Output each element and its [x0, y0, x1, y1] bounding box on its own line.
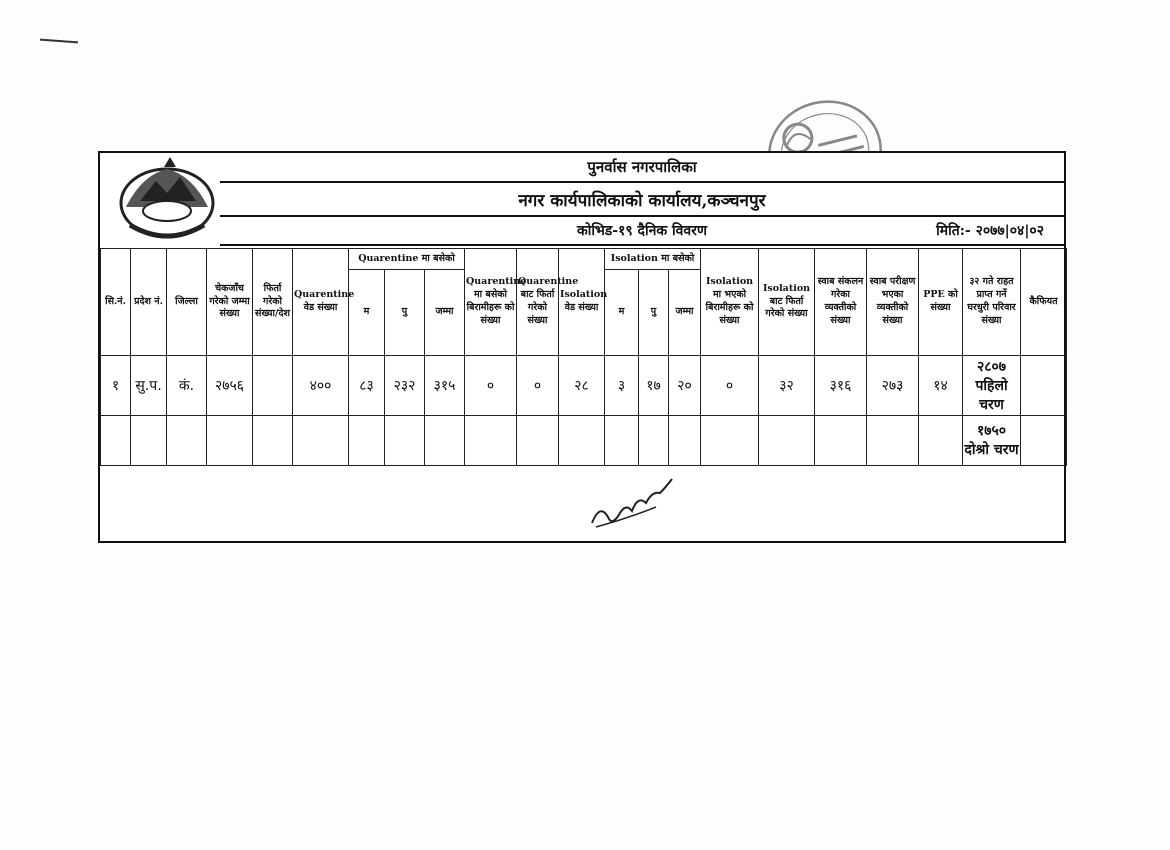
cell-q-returned: ०: [517, 356, 559, 416]
office-name: नगर कार्यपालिकाको कार्यालय,कञ्चनपुर: [220, 183, 1064, 217]
col-isolation-patients: Isolation मा भएको बिरामीहरू को संख्या: [701, 249, 759, 356]
col-isolation-beds: Isolation वेड संख्या: [559, 249, 605, 356]
cell-q-patients: ०: [465, 356, 517, 416]
col-quarantine-group: Quarentine मा बसेको: [349, 249, 465, 270]
cell-i-total: [669, 416, 701, 466]
cell-q-returned: [517, 416, 559, 466]
cell-q-male: [385, 416, 425, 466]
cell-iso-beds: २८: [559, 356, 605, 416]
cell-district: कं.: [167, 356, 207, 416]
cell-sn: १: [101, 356, 131, 416]
cell-q-total: [425, 416, 465, 466]
cell-district: [167, 416, 207, 466]
col-sn: सि.नं.: [101, 249, 131, 356]
col-i-female: म: [605, 270, 639, 356]
report-title: कोभिड-१९ दैनिक विवरण: [220, 217, 1064, 246]
handwritten-signature: [586, 473, 676, 533]
cell-i-total: २०: [669, 356, 701, 416]
cell-province: सु.प.: [131, 356, 167, 416]
col-q-total: जम्मा: [425, 270, 465, 356]
col-returned-country: फिर्ता गरेको संख्या/देश: [253, 249, 293, 356]
cell-iso-patients: ०: [701, 356, 759, 416]
table-row: [101, 416, 1067, 466]
cell-i-female: [605, 416, 639, 466]
cell-relief-32: १७५० दोश्रो चरण: [963, 416, 1021, 466]
covid-daily-report-table: [100, 248, 1067, 466]
col-relief-32: ३२ गते राहत प्राप्त गर्ने घरधुरी परिवार संख्या: [963, 249, 1021, 356]
col-i-total: जम्मा: [669, 270, 701, 356]
cell-ppe: [919, 416, 963, 466]
cell-quarantine-beds: ४००: [293, 356, 349, 416]
col-q-female: म: [349, 270, 385, 356]
col-isolation-returned: Isolation बाट फिर्ता गरेको संख्या: [759, 249, 815, 356]
cell-q-patients: [465, 416, 517, 466]
table-row: [101, 356, 1067, 416]
cell-relief-32: २८०७ पहिलो चरण: [963, 356, 1021, 416]
cell-i-male: १७: [639, 356, 669, 416]
cell-swab-collected: [815, 416, 867, 466]
cell-remarks: [1021, 416, 1067, 466]
cell-returned-country: [253, 416, 293, 466]
cell-checked-total: [207, 416, 253, 466]
col-remarks: कैफियत: [1021, 249, 1067, 356]
nepal-government-emblem: [112, 155, 222, 243]
col-quarantine-patients: Quarentine मा बसेको बिरामीहरू को संख्या: [465, 249, 517, 356]
cell-province: [131, 416, 167, 466]
col-swab-tested: स्वाब परीक्षण भएका व्यक्तीको संख्या: [867, 249, 919, 356]
cell-q-female: [349, 416, 385, 466]
cell-returned-country: [253, 356, 293, 416]
cell-q-female: ८३: [349, 356, 385, 416]
col-quarantine-beds: Quarentine वेड संख्या: [293, 249, 349, 356]
col-checked-total: चेकजाँच गरेको जम्मा संख्या: [207, 249, 253, 356]
cell-quarantine-beds: [293, 416, 349, 466]
col-province: प्रदेश नं.: [131, 249, 167, 356]
cell-iso-patients: [701, 416, 759, 466]
col-ppe: PPE को संख्या: [919, 249, 963, 356]
cell-remarks: [1021, 356, 1067, 416]
cell-checked-total: २७५६: [207, 356, 253, 416]
cell-iso-returned: [759, 416, 815, 466]
cell-swab-collected: ३१६: [815, 356, 867, 416]
col-i-male: पु: [639, 270, 669, 356]
cell-iso-beds: [559, 416, 605, 466]
col-swab-collected: स्वाब संकलन गरेका व्यक्तीको संख्या: [815, 249, 867, 356]
col-district: जिल्ला: [167, 249, 207, 356]
cell-q-male: २३२: [385, 356, 425, 416]
cell-iso-returned: ३२: [759, 356, 815, 416]
pen-mark: [40, 39, 78, 44]
col-isolation-group: Isolation मा बसेको: [605, 249, 701, 270]
col-quarantine-returned: Quarentine बाट फिर्ता गरेको संख्या: [517, 249, 559, 356]
cell-q-total: ३१५: [425, 356, 465, 416]
cell-swab-tested: [867, 416, 919, 466]
cell-i-female: ३: [605, 356, 639, 416]
cell-ppe: १४: [919, 356, 963, 416]
report-date: मिति:- २०७७|०४|०२: [936, 223, 1044, 239]
cell-sn: [101, 416, 131, 466]
col-q-male: पु: [385, 270, 425, 356]
cell-i-male: [639, 416, 669, 466]
municipality-name: पुनर्वास नगरपालिका: [220, 153, 1064, 183]
cell-swab-tested: २७३: [867, 356, 919, 416]
report-sheet: [98, 151, 1066, 543]
